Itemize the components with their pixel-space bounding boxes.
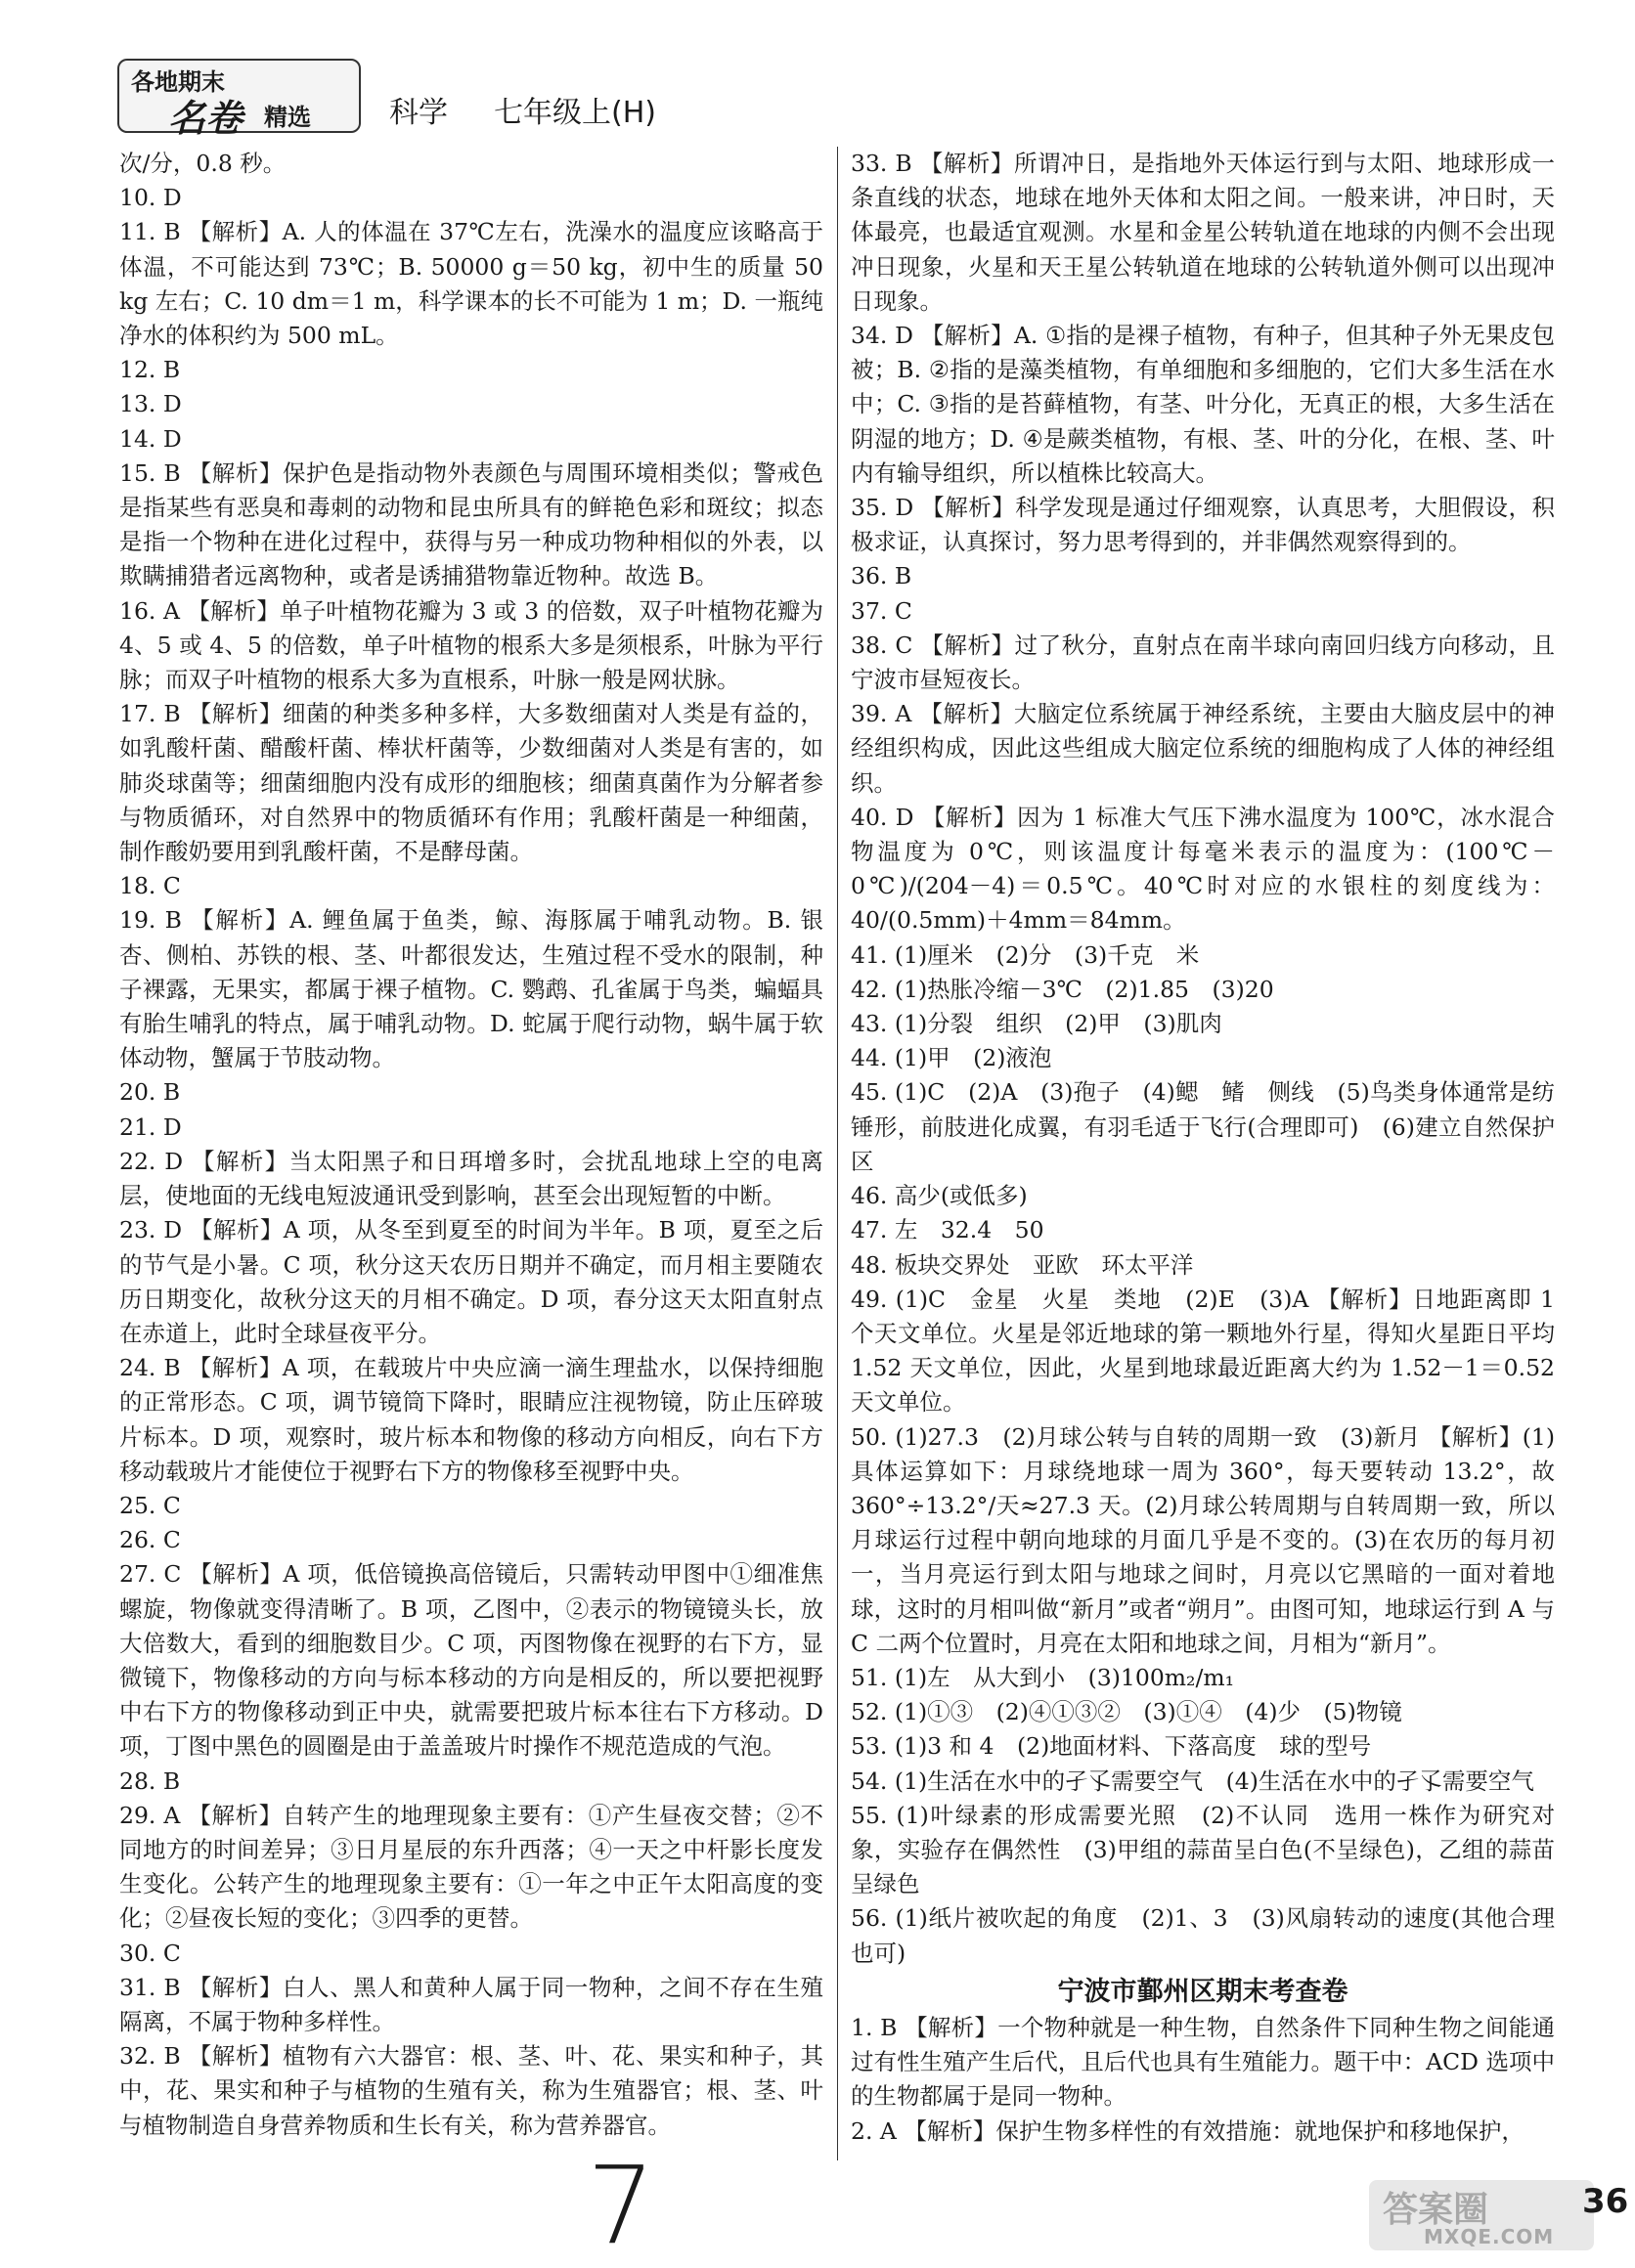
answer-item: 10. D	[119, 184, 182, 212]
answer-item: 34. D 【解析】A. ①指的是裸子植物，有种子，但其种子外无果皮包被；B. ②指的是藻类植物，有单细胞和多细胞的，它们大多生活在水中；C. ③指的是苔藓植物，有茎、叶分化，无真正的根，大多生活在阴湿的地方；D. ④是蕨类植物，有根、茎、叶的分化，在根、茎、叶内有输导组织，所以植株比较高大。	[851, 322, 1555, 487]
watermark-logo	[1369, 2180, 1594, 2250]
page-number: 36	[1582, 2182, 1629, 2221]
answer-item: 35. D 【解析】科学发现是通过仔细观察，认真思考，大胆假设，积极求证，认真探讨，努力思考得到的，并非偶然观察得到的。	[851, 494, 1555, 556]
watermark-url: MXQE.COM	[1424, 2225, 1555, 2248]
answer-item: 20. B	[119, 1078, 181, 1107]
answer-item: 17. B 【解析】细菌的种类多种多样，大多数细菌对人类是有益的，如乳酸杆菌、醋酸杆菌、棒状杆菌等，少数细菌对人类是有害的，如肺炎球菌等；细菌细胞内没有成形的细胞核；细菌真菌作为分解者参与物质循环，对自然界中的物质循环有作用；乳酸杆菌是一种细菌，制作酸奶要用到乳酸杆菌，不是酵母菌。	[119, 700, 823, 866]
answer-item: 44. (1)甲 (2)液泡	[851, 1044, 1052, 1072]
answer-item: 23. D 【解析】A 项，从冬至到夏至的时间为半年。B 项，夏至之后的节气是小暑。C 项，秋分这天农历日期并不确定，而月相主要随农历日期变化，故秋分这天的月相不确定。D 项，春分这天太阳直射点在赤道上，此时全球昼夜平分。	[119, 1216, 823, 1347]
answer-item: 次/分，0.8 秒。	[119, 150, 287, 177]
answer-item: 29. A 【解析】自转产生的地理现象主要有：①产生昼夜交替；②不同地方的时间差异；③日月星辰的东升西落；④一天之中杆影长度发生变化。公转产生的地理现象主要有：①一年之中正午太阳高度的变化；②昼夜长短的变化；③四季的更替。	[119, 1801, 823, 1933]
answer-item: 49. (1)C 金星 火星 类地 (2)E (3)A 【解析】日地距离即 1 个天文单位。火星是邻近地球的第一颗地外行星，得知火星距日平均 1.52 天文单位，因此，火星到地球最近距离大约为 1.52－1＝0.52 天文单位。	[851, 1285, 1555, 1417]
answer-item: 37. C	[851, 596, 912, 625]
answer-item: 30. C	[119, 1939, 181, 1967]
grade-label: 七年级上(H)	[494, 96, 656, 130]
answer-item: 24. B 【解析】A 项，在载玻片中央应滴一滴生理盐水，以保持细胞的正常形态。C 项，调节镜筒下降时，眼睛应注视物镜，防止压碎玻片标本。D 项，观察时，玻片标本和物像的移动方向相反，向右下方移动载玻片才能使位于视野右下方的物像移至视野中央。	[119, 1354, 823, 1485]
answer-item: 48. 板块交界处 亚欧 环太平洋	[851, 1250, 1194, 1279]
answer-item: 14. D	[119, 424, 182, 453]
answer-item: 15. B 【解析】保护色是指动物外表颜色与周围环境相类似；警戒色是指某些有恶臭和毒刺的动物和昆虫所具有的鲜艳色彩和斑纹；拟态是指一个物种在进化过程中，获得与另一种成功物种相似的外表，以欺瞒捕猎者远离物种，或者是诱捕猎物靠近物种。故选 B。	[119, 458, 823, 590]
answer-item: 56. (1)纸片被吹起的角度 (2)1、3 (3)风扇转动的速度(其他合理也可)	[851, 1904, 1555, 1967]
right-column	[851, 147, 1555, 2149]
answer-item: 50. (1)27.3 (2)月球公转与自转的周期一致 (3)新月 【解析】(1)具体运算如下：月球绕地球一周为 360°，每天要转动 13.2°，故 360°÷13.2°/天≈27.3 天。(2)月球公转周期与自转周期一致，所以月球运行过程中朝向地球的月面几乎是不变的。(3)在农历的每月初一，当月亮运行到太阳与地球之间时，月亮以它黑暗的一面对着地球，这时的月相叫做“新月”或者“朔月”。由图可知，地球运行到 A 与 C 二两个位置时，月亮在太阳和地球之间，月相为“新月”。	[851, 1422, 1555, 1657]
answer-item: 26. C	[119, 1526, 181, 1554]
answer-item: 42. (1)热胀冷缩－3℃ (2)1.85 (3)20	[851, 975, 1274, 1003]
answer-item: 46. 高少(或低多)	[851, 1182, 1028, 1210]
logo-main-text: 名卷	[168, 97, 243, 140]
answer-item: 19. B 【解析】A. 鲤鱼属于鱼类，鲸、海豚属于哺乳动物。B. 银杏、侧柏、苏铁的根、茎、叶都很发达，生殖过程不受水的限制，种子裸露，无果实，都属于裸子植物。C. 鹦鹉、孔雀属于鸟类，蝙蝠具有胎生哺乳的特点，属于哺乳动物。D. 蛇属于爬行动物，蜗牛属于软体动物，蟹属于节肢动物。	[119, 906, 823, 1072]
answer-item: 21. D	[119, 1112, 182, 1141]
answer-item: 18. C	[119, 872, 181, 900]
answer-item: 39. A 【解析】大脑定位系统属于神经系统，主要由大脑皮层中的神经组织构成，因此这些组成大脑定位系统的细胞构成了人体的神经组织。	[851, 700, 1555, 797]
answer-item: 31. B 【解析】白人、黑人和黄种人属于同一物种，之间不存在生殖隔离，不属于物种多样性。	[119, 1973, 823, 2035]
answer-item: 27. C 【解析】A 项，低倍镜换高倍镜后，只需转动甲图中①细准焦螺旋，物像就变得清晰了。B 项，乙图中，②表示的物镜镜头长，放大倍数大，看到的细胞数目少。C 项，丙图物像在视野的右下方，显微镜下，物像移动的方向与标本移动的方向是相反的，所以要把视野中右下方的物像移动到正中央，就需要把玻片标本往右下方移动。D 项，丁图中黑色的圆圈是由于盖盖玻片时操作不规范造成的气泡。	[119, 1560, 823, 1761]
answer-item: 25. C	[119, 1491, 181, 1519]
answer-item: 40. D 【解析】因为 1 标准大气压下沸水温度为 100℃，冰水混合物温度为 0℃，则该温度计每毫米表示的温度为：(100℃－0℃)/(204－4)＝0.5℃。40℃时对应的水银柱的刻度线为：40/(0.5mm)＋4mm＝84mm。	[851, 803, 1555, 935]
answer-item: 12. B	[119, 356, 181, 384]
answer-item: 32. B 【解析】植物有六大器官：根、茎、叶、花、果实和种子，其中，花、果实和种子与植物的生殖有关，称为生殖器官；根、茎、叶与植物制造自身营养物质和生长有关，称为营养器官。	[119, 2042, 823, 2139]
answer-item: 38. C 【解析】过了秋分，直射点在南半球向南回归线方向移动，且宁波市昼短夜长。	[851, 631, 1555, 694]
answer-item: 43. (1)分裂 组织 (2)甲 (3)肌肉	[851, 1010, 1222, 1038]
answer-item: 55. (1)叶绿素的形成需要光照 (2)不认同 选用一株作为研究对象，实验存在偶然性 (3)甲组的蒜苗呈白色(不呈绿色)，乙组的蒜苗呈绿色	[851, 1801, 1555, 1898]
answer-item: 22. D 【解析】当太阳黑子和日珥增多时，会扰乱地球上空的电离层，使地面的无线电短波通讯受到影响，甚至会出现短暂的中断。	[119, 1147, 823, 1210]
answer-item: 47. 左 32.4 50	[851, 1216, 1044, 1244]
answer-item: 54. (1)生活在水中的孑孓需要空气 (4)生活在水中的孑孓需要空气	[851, 1766, 1534, 1795]
answer-item: 28. B	[119, 1766, 181, 1795]
watermark-text: 答案圈	[1383, 2190, 1489, 2230]
answer-item: 52. (1)①③ (2)④①③② (3)①④ (4)少 (5)物镜	[851, 1698, 1402, 1726]
subject-label: 科学	[389, 96, 448, 130]
section-title: 宁波市鄞州区期末考查卷	[1057, 1976, 1348, 2007]
answer-item: 16. A 【解析】单子叶植物花瓣为 3 或 3 的倍数，双子叶植物花瓣为 4、5 或 4、5 的倍数，单子叶植物的根系大多是须根系，叶脉为平行脉；而双子叶植物的根系大多为直根系，叶脉一般是网状脉。	[119, 596, 823, 694]
answer-item: 51. (1)左 从大到小 (3)100m₂/m₁	[851, 1663, 1235, 1691]
column-divider	[837, 147, 838, 2160]
answer-item: 45. (1)C (2)A (3)孢子 (4)鳃 鳍 侧线 (5)鸟类身体通常是纺锤形，前肢进化成翼，有羽毛适于飞行(合理即可) (6)建立自然保护区	[851, 1078, 1555, 1175]
answer-item: 41. (1)厘米 (2)分 (3)千克 米	[851, 940, 1200, 969]
answer-item: 36. B	[851, 562, 912, 590]
answer-item: 2. A 【解析】保护生物多样性的有效措施：就地保护和移地保护，	[851, 2116, 1525, 2145]
answer-item: 13. D	[119, 390, 182, 418]
left-column	[119, 147, 823, 2143]
logo-small-text: 精选	[264, 104, 311, 131]
series-logo	[117, 59, 361, 140]
handwritten-mark: 7	[587, 2143, 655, 2268]
answer-item: 33. B 【解析】所谓冲日，是指地外天体运行到与太阳、地球形成一条直线的状态，地球在地外天体和太阳之间。一般来讲，冲日时，天体最亮，也最适宜观测。水星和金星公转轨道在地球的内侧不会出现冲日现象，火星和天王星公转轨道在地球的公转轨道外侧可以出现冲日现象。	[851, 150, 1555, 315]
page-header	[78, 59, 1565, 140]
answer-item: 11. B 【解析】A. 人的体温在 37℃左右，洗澡水的温度应该略高于体温，不可能达到 73℃；B. 50000 g＝50 kg，初中生的质量 50 kg 左右；C. 10 dm＝1 m，科学课本的长不可能为 1 m；D. 一瓶纯净水的体积约为 500 mL。	[119, 218, 823, 350]
logo-top-text: 各地期末	[131, 68, 225, 96]
answer-item: 1. B 【解析】一个物种就是一种生物，自然条件下同种生物之间能通过有性生殖产生后代，且后代也具有生殖能力。题干中：ACD 选项中的生物都属于是同一物种。	[851, 2013, 1555, 2111]
answer-item: 53. (1)3 和 4 (2)地面材料、下落高度 球的型号	[851, 1732, 1372, 1761]
